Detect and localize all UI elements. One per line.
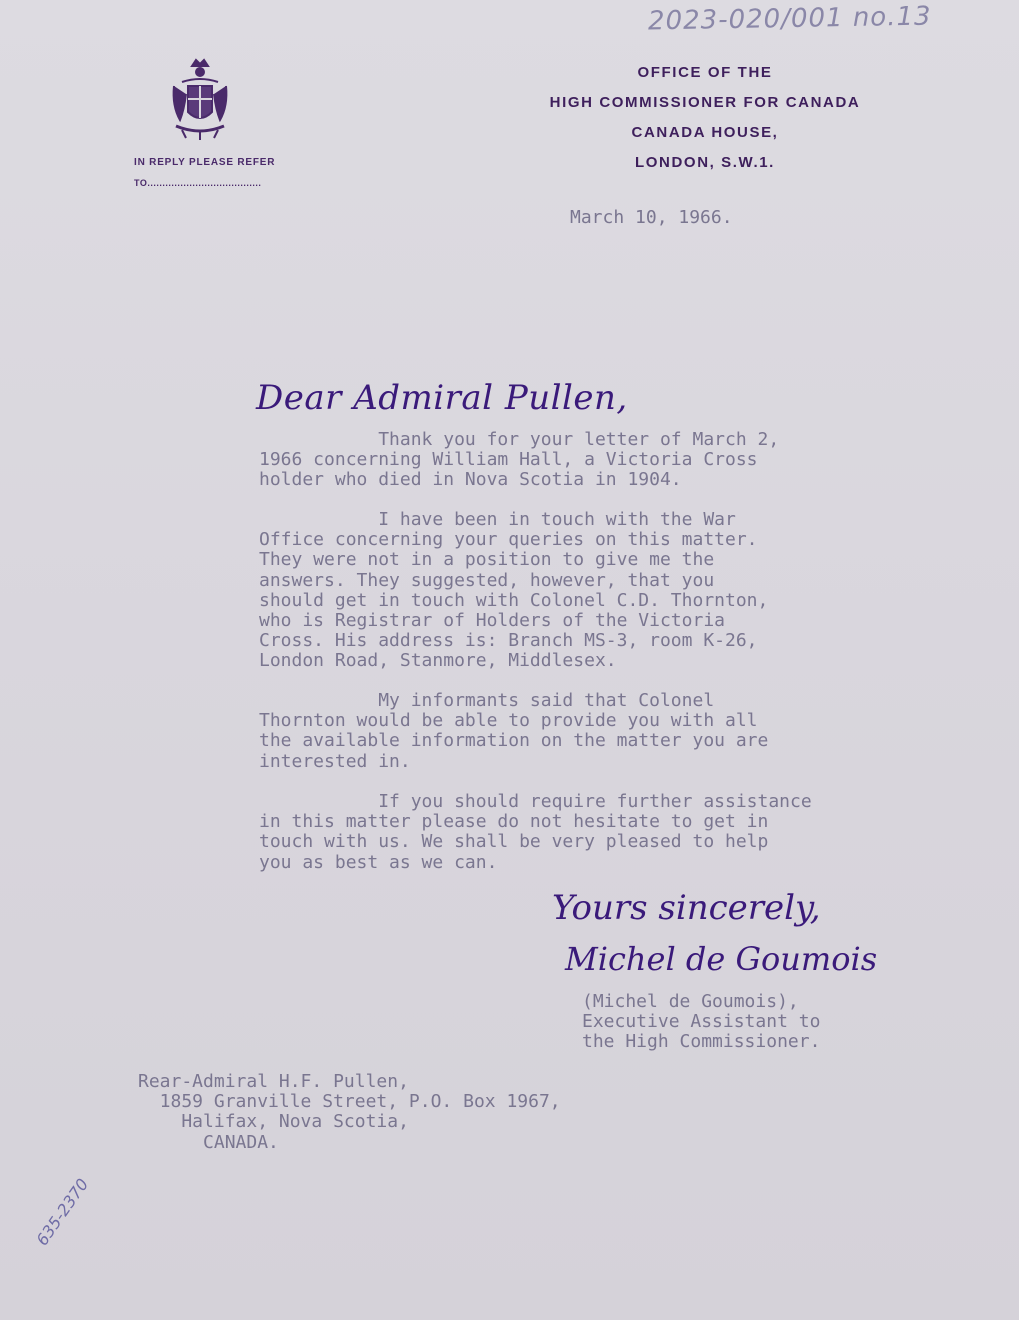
body-paragraph: I have been in touch with the War Office concerning your queries on this matter. They were not in a position to give me the answers. They suggested, however, that you should get in touch with Colonel C.D. Thornton, who is Registrar of Holders of the Victoria Cross. His address is: Branch MS-3, room K-26, London Road, Stanmore, Middlesex.	[259, 509, 769, 672]
archive-reference-number: 2023-020/001 no.13	[647, 1, 932, 37]
reply-refer-to-line: TO......................................	[134, 178, 262, 188]
letterhead-office-block	[520, 58, 890, 178]
office-line: CANADA HOUSE,	[631, 124, 779, 141]
body-paragraph: Thank you for your letter of March 2, 1966 concerning William Hall, a Victoria Cross holder who died in Nova Scotia in 1904.	[259, 429, 780, 491]
office-line: OFFICE OF THE	[637, 64, 773, 81]
handwritten-closing: Yours sincerely,	[552, 888, 821, 928]
body-paragraph: My informants said that Colonel Thornton would be able to provide you with all the available information on the matter you are interested in.	[259, 690, 769, 772]
letter-date: March 10, 1966.	[570, 207, 733, 228]
office-line: HIGH COMMISSIONER FOR CANADA	[549, 94, 861, 111]
recipient-address: Rear-Admiral H.F. Pullen, 1859 Granville Street, P.O. Box 1967, Halifax, Nova Scotia, CANADA.	[138, 1071, 561, 1153]
coat-of-arms-icon	[168, 56, 232, 142]
pencil-note: 635-2370	[32, 1175, 93, 1249]
office-line: LONDON, S.W.1.	[635, 154, 775, 171]
signature-block: (Michel de Goumois), Executive Assistant to the High Commissioner.	[582, 991, 821, 1053]
handwritten-salutation: Dear Admiral Pullen,	[256, 378, 628, 418]
handwritten-signature: Michel de Goumois	[565, 940, 878, 978]
reply-refer-label: IN REPLY PLEASE REFER	[134, 157, 276, 168]
body-paragraph: If you should require further assistance in this matter please do not hesitate to get in touch with us. We shall be very pleased to help you as best as we can.	[259, 791, 812, 873]
